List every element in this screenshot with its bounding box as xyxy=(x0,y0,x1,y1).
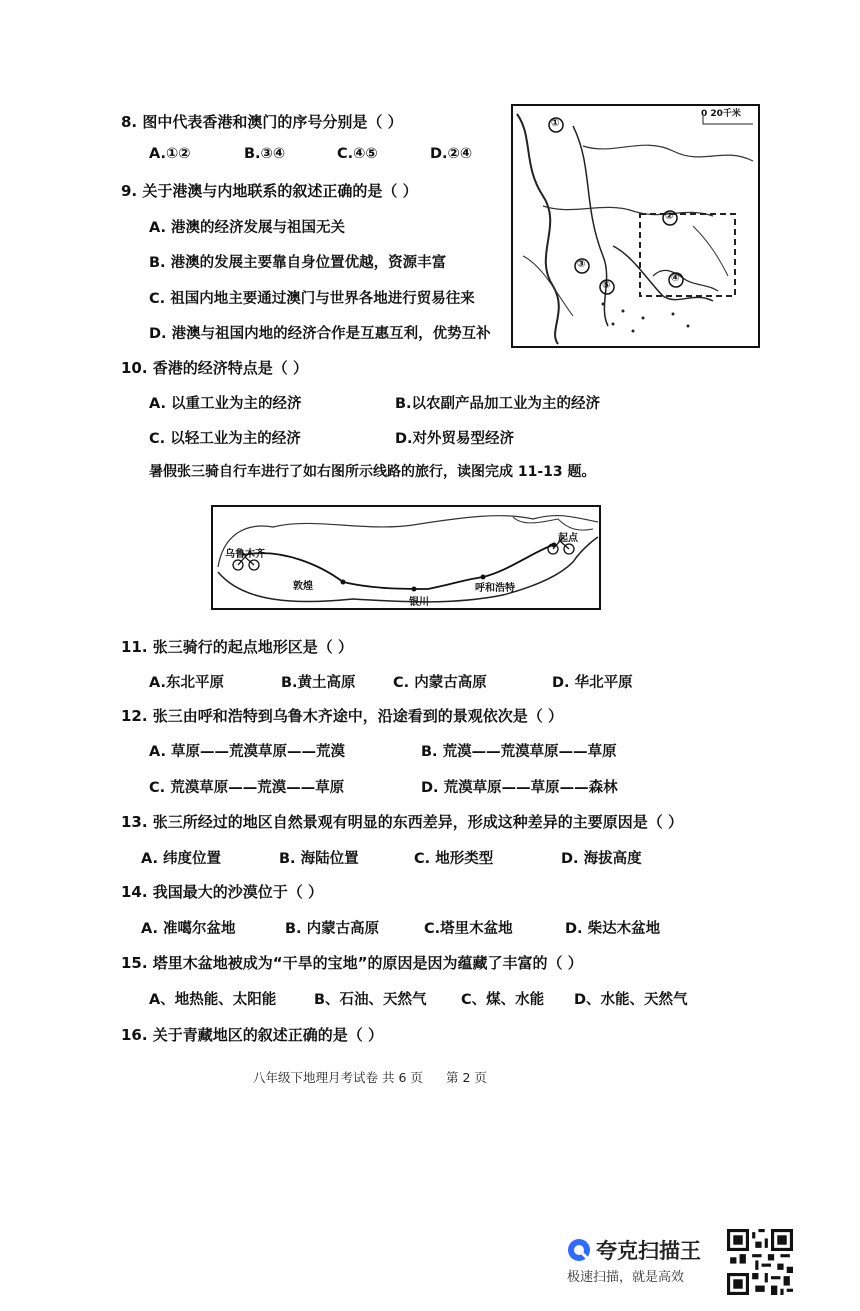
q11-option-a: A.东北平原 xyxy=(149,675,224,691)
q9-option-c: C. 祖国内地主要通过澳门与世界各地进行贸易往来 xyxy=(149,291,475,307)
question-12-stem: 12. 张三由呼和浩特到乌鲁木齐途中，沿途看到的景观依次是（ ） xyxy=(121,707,564,725)
route-start-label: 起点 xyxy=(558,533,578,544)
map-label-1: ① xyxy=(551,118,560,129)
q14-option-c: C.塔里木盆地 xyxy=(424,921,513,937)
map-scale: 0 20千米 xyxy=(701,109,741,119)
footer-page-number: 第 2 页 xyxy=(446,1070,487,1085)
q13-option-b: B. 海陆位置 xyxy=(279,851,359,867)
q14-option-b: B. 内蒙古高原 xyxy=(285,921,380,937)
scanner-brand-slogan: 极速扫描，就是高效 xyxy=(567,1270,685,1285)
q15-option-b: B、石油、天然气 xyxy=(314,992,427,1008)
q12-option-d: D. 荒漠草原——草原——森林 xyxy=(421,780,618,796)
question-9-stem: 9. 关于港澳与内地联系的叙述正确的是（ ） xyxy=(121,182,418,200)
route-city-urumqi: 乌鲁木齐 xyxy=(225,549,265,560)
route-city-dunhuang: 敦煌 xyxy=(293,581,313,592)
q12-option-a: A. 草原——荒漠草原——荒漠 xyxy=(149,744,346,760)
footer-title: 八年级下地理月考试卷 共 6 页 xyxy=(253,1070,423,1085)
q10-option-b: B.以农副产品加工业为主的经济 xyxy=(395,396,601,412)
q15-option-d: D、水能、天然气 xyxy=(574,992,688,1008)
question-15-stem: 15. 塔里木盆地被成为“干旱的宝地”的原因是因为蕴藏了丰富的（ ） xyxy=(121,954,583,972)
scanner-brand xyxy=(566,1235,726,1285)
q8-option-d: D.②④ xyxy=(430,146,473,162)
q8-option-a: A.①② xyxy=(149,146,191,162)
q8-option-b: B.③④ xyxy=(244,146,286,162)
pearl-river-delta-map xyxy=(511,104,760,348)
route-drawing xyxy=(213,507,599,608)
q14-option-a: A. 准噶尔盆地 xyxy=(141,921,236,937)
q8-option-c: C.④⑤ xyxy=(337,146,378,162)
q9-option-b: B. 港澳的发展主要靠自身位置优越，资源丰富 xyxy=(149,255,447,271)
q10-option-c: C. 以轻工业为主的经济 xyxy=(149,431,301,447)
map-drawing xyxy=(513,106,758,346)
q11-option-b: B.黄土高原 xyxy=(281,675,356,691)
q12-option-b: B. 荒漠——荒漠草原——草原 xyxy=(421,744,617,760)
q12-option-c: C. 荒漠草原——荒漠——草原 xyxy=(149,780,345,796)
q14-option-d: D. 柴达木盆地 xyxy=(565,921,661,937)
q13-option-d: D. 海拔高度 xyxy=(561,851,642,867)
scanner-logo-icon xyxy=(566,1237,592,1263)
map-label-4: ④ xyxy=(671,273,680,284)
q15-option-c: C、煤、水能 xyxy=(461,992,545,1008)
question-10-stem: 10. 香港的经济特点是（ ） xyxy=(121,359,309,377)
q13-option-c: C. 地形类型 xyxy=(414,851,494,867)
section-intro: 暑假张三骑自行车进行了如右图所示线路的旅行，读图完成 11-13 题。 xyxy=(149,464,596,480)
map-label-3: ③ xyxy=(577,259,586,270)
q11-option-d: D. 华北平原 xyxy=(552,675,633,691)
q10-option-a: A. 以重工业为主的经济 xyxy=(149,396,302,412)
question-8-stem: 8. 图中代表香港和澳门的序号分别是（ ） xyxy=(121,113,403,131)
q9-option-a: A. 港澳的经济发展与祖国无关 xyxy=(149,220,346,236)
route-city-hohhot: 呼和浩特 xyxy=(475,583,515,594)
question-14-stem: 14. 我国最大的沙漠位于（ ） xyxy=(121,883,324,901)
cycling-route-map xyxy=(211,505,601,610)
route-city-yinchuan: 银川 xyxy=(409,597,429,608)
map-label-5: ⑤ xyxy=(602,280,611,291)
question-13-stem: 13. 张三所经过的地区自然景观有明显的东西差异，形成这种差异的主要原因是（ ） xyxy=(121,813,684,831)
q15-option-a: A、地热能、太阳能 xyxy=(149,992,277,1008)
qr-code-icon xyxy=(727,1229,793,1295)
q10-option-d: D.对外贸易型经济 xyxy=(395,431,515,447)
q13-option-a: A. 纬度位置 xyxy=(141,851,222,867)
map-label-2: ② xyxy=(665,211,674,222)
q9-option-d: D. 港澳与祖国内地的经济合作是互惠互利，优势互补 xyxy=(149,326,491,342)
q11-option-c: C. 内蒙古高原 xyxy=(393,675,487,691)
question-11-stem: 11. 张三骑行的起点地形区是（ ） xyxy=(121,638,354,656)
scanner-brand-name: 夸克扫描王 xyxy=(596,1239,701,1263)
question-16-stem: 16. 关于青藏地区的叙述正确的是（ ） xyxy=(121,1026,384,1044)
